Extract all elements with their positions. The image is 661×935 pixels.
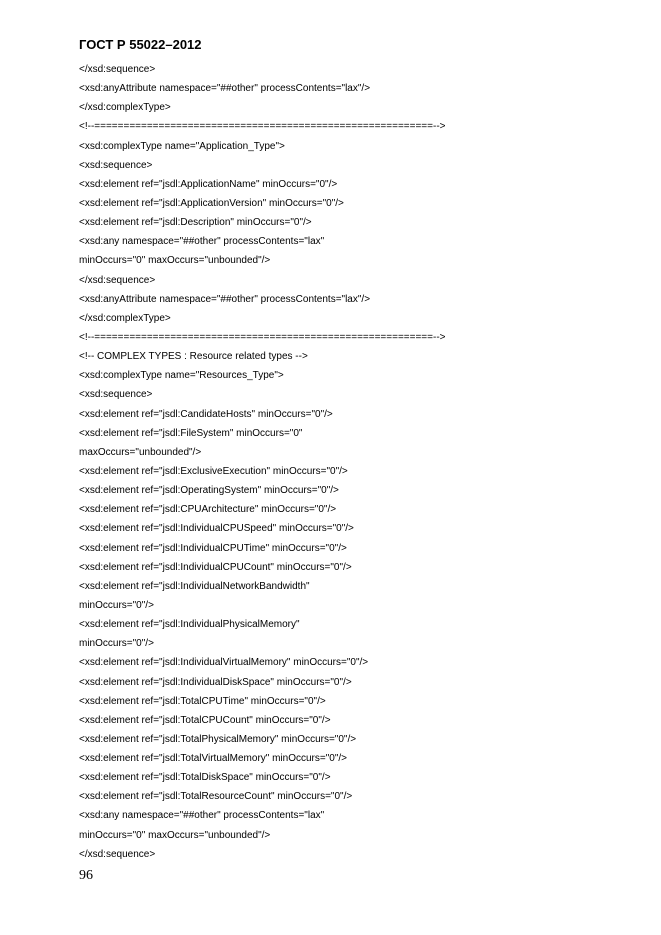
code-line: <xsd:element ref="jsdl:IndividualVirtualMemory" minOccurs="0"/>	[79, 657, 369, 669]
code-line: <!--==========================================================-->	[79, 121, 446, 133]
code-line: <xsd:any namespace="##other" processContents="lax"	[79, 236, 325, 248]
code-line: <xsd:element ref="jsdl:FileSystem" minOccurs="0"	[79, 427, 303, 439]
code-line: <xsd:element ref="jsdl:IndividualNetworkBandwidth"	[79, 580, 310, 592]
code-line: minOccurs="0" maxOccurs="unbounded"/>	[79, 255, 271, 267]
page-number: 96	[79, 868, 93, 883]
code-line: <xsd:anyAttribute namespace="##other" processContents="lax"/>	[79, 293, 371, 305]
code-line: <xsd:element ref="jsdl:TotalCPUCount" minOccurs="0"/>	[79, 714, 331, 726]
code-line: <xsd:element ref="jsdl:ApplicationVersion" minOccurs="0"/>	[79, 197, 344, 209]
code-line: <xsd:element ref="jsdl:TotalVirtualMemory" minOccurs="0"/>	[79, 753, 348, 765]
code-line: </xsd:sequence>	[79, 274, 156, 286]
code-line: <xsd:element ref="jsdl:TotalDiskSpace" minOccurs="0"/>	[79, 772, 331, 784]
document-standard-title: ГОСТ Р 55022–2012	[79, 37, 202, 52]
code-line: <xsd:element ref="jsdl:IndividualCPUSpeed" minOccurs="0"/>	[79, 523, 354, 535]
code-line: <xsd:element ref="jsdl:IndividualCPUTime" minOccurs="0"/>	[79, 542, 347, 554]
code-line: <!--==========================================================-->	[79, 331, 446, 343]
code-line: minOccurs="0" maxOccurs="unbounded"/>	[79, 829, 271, 841]
code-line: minOccurs="0"/>	[79, 599, 154, 611]
code-line: <xsd:complexType name="Application_Type">	[79, 140, 285, 152]
code-line: <xsd:element ref="jsdl:CPUArchitecture" minOccurs="0"/>	[79, 504, 337, 516]
code-line: <xsd:element ref="jsdl:IndividualDiskSpace" minOccurs="0"/>	[79, 676, 352, 688]
code-line: </xsd:sequence>	[79, 848, 156, 860]
code-line: <xsd:sequence>	[79, 159, 153, 171]
code-line: <xsd:element ref="jsdl:ApplicationName" minOccurs="0"/>	[79, 178, 338, 190]
code-line: <xsd:element ref="jsdl:CandidateHosts" minOccurs="0"/>	[79, 408, 333, 420]
code-line: </xsd:sequence>	[79, 64, 156, 75]
code-line: <xsd:complexType name="Resources_Type">	[79, 370, 284, 382]
code-line: <xsd:any namespace="##other" processContents="lax"	[79, 810, 325, 822]
code-line: </xsd:complexType>	[79, 312, 171, 324]
code-line: <xsd:element ref="jsdl:IndividualCPUCount" minOccurs="0"/>	[79, 561, 352, 573]
code-line: <xsd:element ref="jsdl:TotalPhysicalMemory" minOccurs="0"/>	[79, 733, 357, 745]
code-line: <xsd:element ref="jsdl:Description" minOccurs="0"/>	[79, 217, 312, 229]
code-line: <xsd:element ref="jsdl:OperatingSystem" minOccurs="0"/>	[79, 485, 339, 497]
code-line: <xsd:anyAttribute namespace="##other" processContents="lax"/>	[79, 83, 371, 95]
code-line: <xsd:element ref="jsdl:ExclusiveExecution" minOccurs="0"/>	[79, 465, 348, 477]
code-line: <xsd:element ref="jsdl:TotalResourceCount" minOccurs="0"/>	[79, 791, 353, 803]
code-line: maxOccurs="unbounded"/>	[79, 446, 202, 458]
code-line: <xsd:element ref="jsdl:TotalCPUTime" minOccurs="0"/>	[79, 695, 326, 707]
code-line: <xsd:sequence>	[79, 389, 153, 401]
code-line: <!-- COMPLEX TYPES : Resource related types -->	[79, 351, 308, 363]
code-line: <xsd:element ref="jsdl:IndividualPhysicalMemory"	[79, 619, 300, 631]
xsd-code-listing	[79, 60, 579, 864]
code-line: minOccurs="0"/>	[79, 638, 154, 650]
code-line: </xsd:complexType>	[79, 102, 171, 114]
